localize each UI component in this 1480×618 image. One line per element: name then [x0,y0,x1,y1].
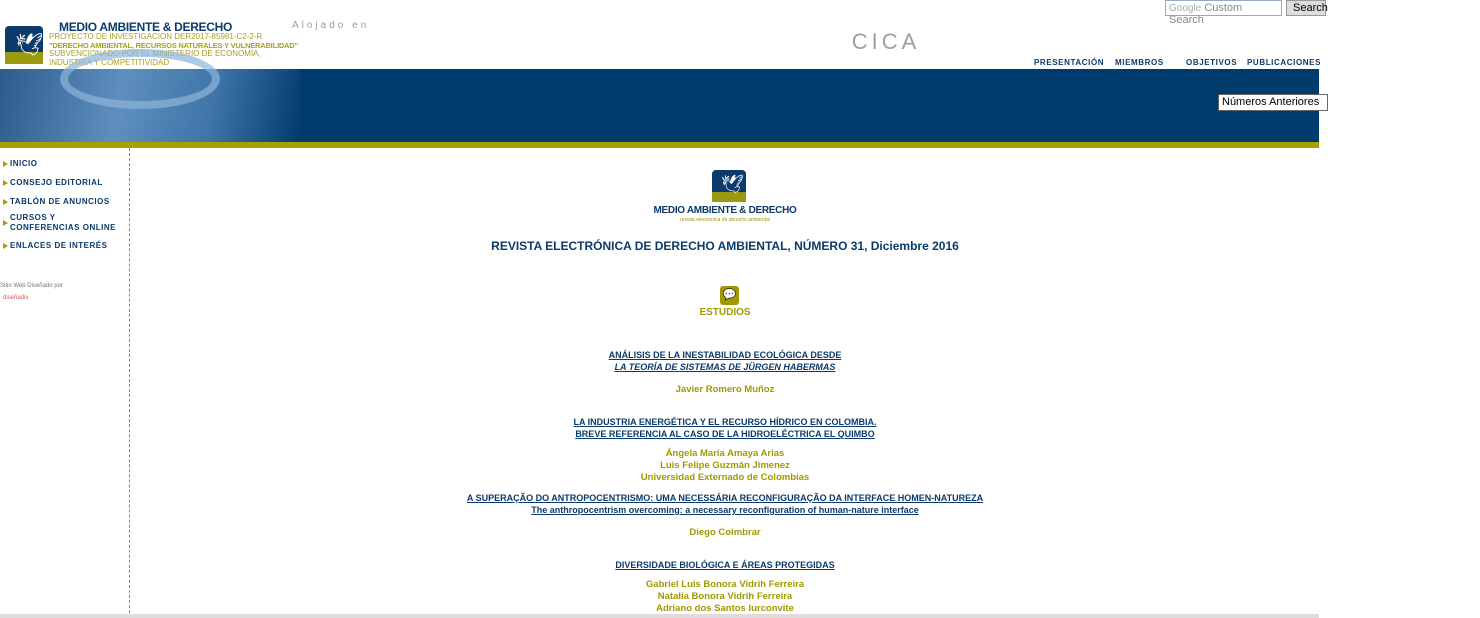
sidebar-item-label: CONSEJO EDITORIAL [10,178,103,187]
site-logo[interactable] [5,26,43,64]
brand-line: "DERECHO AMBIENTAL, RECURSOS NATURALES Y VULNERABILIDAD" [49,40,298,50]
brand-line: INDUSTRIA Y COMPETITIVIDAD [49,57,170,67]
arrow-icon [3,243,8,249]
sidebar-item-label: ENLACES DE INTERÉS [10,241,108,250]
brand-line: PROYECTO DE INVESTIGACION DER2017-85981-C2-2-R [49,32,263,41]
page-title: REVISTA ELECTRÓNICA DE DERECHO AMBIENTAL, NÚMERO 31, Diciembre 2016 [491,239,959,253]
sidebar-item-inicio[interactable] [3,159,37,168]
sidebar-item-label: INICIO [10,159,38,168]
article-title-link[interactable]: LA TEORÍA DE SISTEMAS DE JÜRGEN HABERMAS [614,362,836,372]
article-authors [131,448,1319,484]
header-banner [0,69,1319,142]
article-author: Javier Romero Muñoz [675,384,775,395]
section-heading: ESTUDIOS [699,307,751,318]
nav-objetivos[interactable]: OBJETIVOS [1186,58,1238,67]
article-title-link[interactable]: ANÁLISIS DE LA INESTABILIDAD ECOLÓGICA DESDE [608,350,842,360]
article-author: Universidad Externado de Colombias [640,472,810,483]
article-4 [131,559,1319,571]
article-author: Ángela María Amaya Arias [665,448,785,459]
sidebar-item-label: CURSOS Y CONFERENCIAS ONLINE [10,213,116,232]
cica-text: CICA [851,29,921,54]
article-title-link[interactable]: A SUPERAÇÃO DO ANTROPOCENTRISMO: UMA NECESSÁRIA RECONFIGURAÇÃO DA INTERFACE HOMEN-NATUREZA [466,493,984,503]
bird-icon: 🕊 [15,32,43,57]
sidebar-item-enlaces[interactable] [3,241,107,250]
speech-bubble-icon: 💬 [720,286,739,305]
article-title-link[interactable]: The anthropocentrism overcoming: a necessary reconfiguration of human-nature interface [531,505,919,515]
brand-line: SUBVENCIONADO POR EL MINISTERIO DE ECONOMÍA, [49,49,261,58]
nav-presentacion[interactable]: PRESENTACIÓN [1034,58,1105,67]
article-author: Diego Coimbrar [689,527,761,538]
arrow-icon [3,180,8,186]
sidebar [0,148,130,618]
journal-logo-subtitle: revista electrónica de derecho ambiental [680,217,770,223]
olive-divider [0,142,1319,148]
credit-link[interactable]: diseñadix [3,295,29,301]
journal-logo-title: MEDIO AMBIENTE & DERECHO [653,205,797,216]
article-title-link[interactable]: LA INDUSTRIA ENERGÉTICA Y EL RECURSO HÍDRICO EN COLOMBIA. [573,417,877,427]
article-author: Gabriel Luis Bonora Vidrih Ferreira [645,579,805,590]
arrow-icon [3,161,8,167]
sidebar-item-tablon[interactable] [3,197,110,206]
sidebar-item-label: TABLÓN DE ANUNCIOS [10,197,110,206]
nav-miembros[interactable]: MIEMBROS [1115,58,1164,67]
article-author: Natalia Bonora Vidrih Ferreira [657,591,793,602]
article-author: Adriano dos Santos Iurconvite [656,603,794,614]
archive-select[interactable]: Números Anteriores [1218,94,1328,111]
article-2 [131,416,1319,440]
search-button[interactable]: Search [1286,0,1326,16]
arrow-icon [3,220,8,226]
article-1 [131,349,1319,373]
credit-text: Sitio Web Diseñado por [0,283,63,289]
google-label: Google [1169,3,1202,14]
horizontal-scrollbar[interactable] [0,614,1319,618]
article-title-link[interactable]: DIVERSIDADE BIOLÓGICA E ÁREAS PROTEGIDAS [615,560,835,570]
sidebar-item-consejo[interactable] [3,178,103,187]
search-input[interactable] [1165,0,1282,26]
search-placeholder: Custom Search [1169,2,1243,26]
article-3 [131,492,1319,516]
article-title-link[interactable]: BREVE REFERENCIA AL CASO DE LA HIDROELÉCTRICA EL QUIMBO [575,429,875,439]
brand-title: MEDIO AMBIENTE & DERECHO [59,20,233,34]
arrow-icon [3,199,8,205]
article-authors [131,579,1319,615]
hosted-label: Alojado en [292,20,370,31]
journal-logo [712,170,746,202]
river-shape [60,49,220,109]
sidebar-item-cursos[interactable] [3,213,123,233]
article-author: Luis Felipe Guzmán Jimenez [660,460,790,471]
cica-logo[interactable] [292,20,921,54]
bird-icon: 🕊 [721,174,744,194]
nav-publicaciones[interactable]: PUBLICACIONES [1247,58,1322,67]
